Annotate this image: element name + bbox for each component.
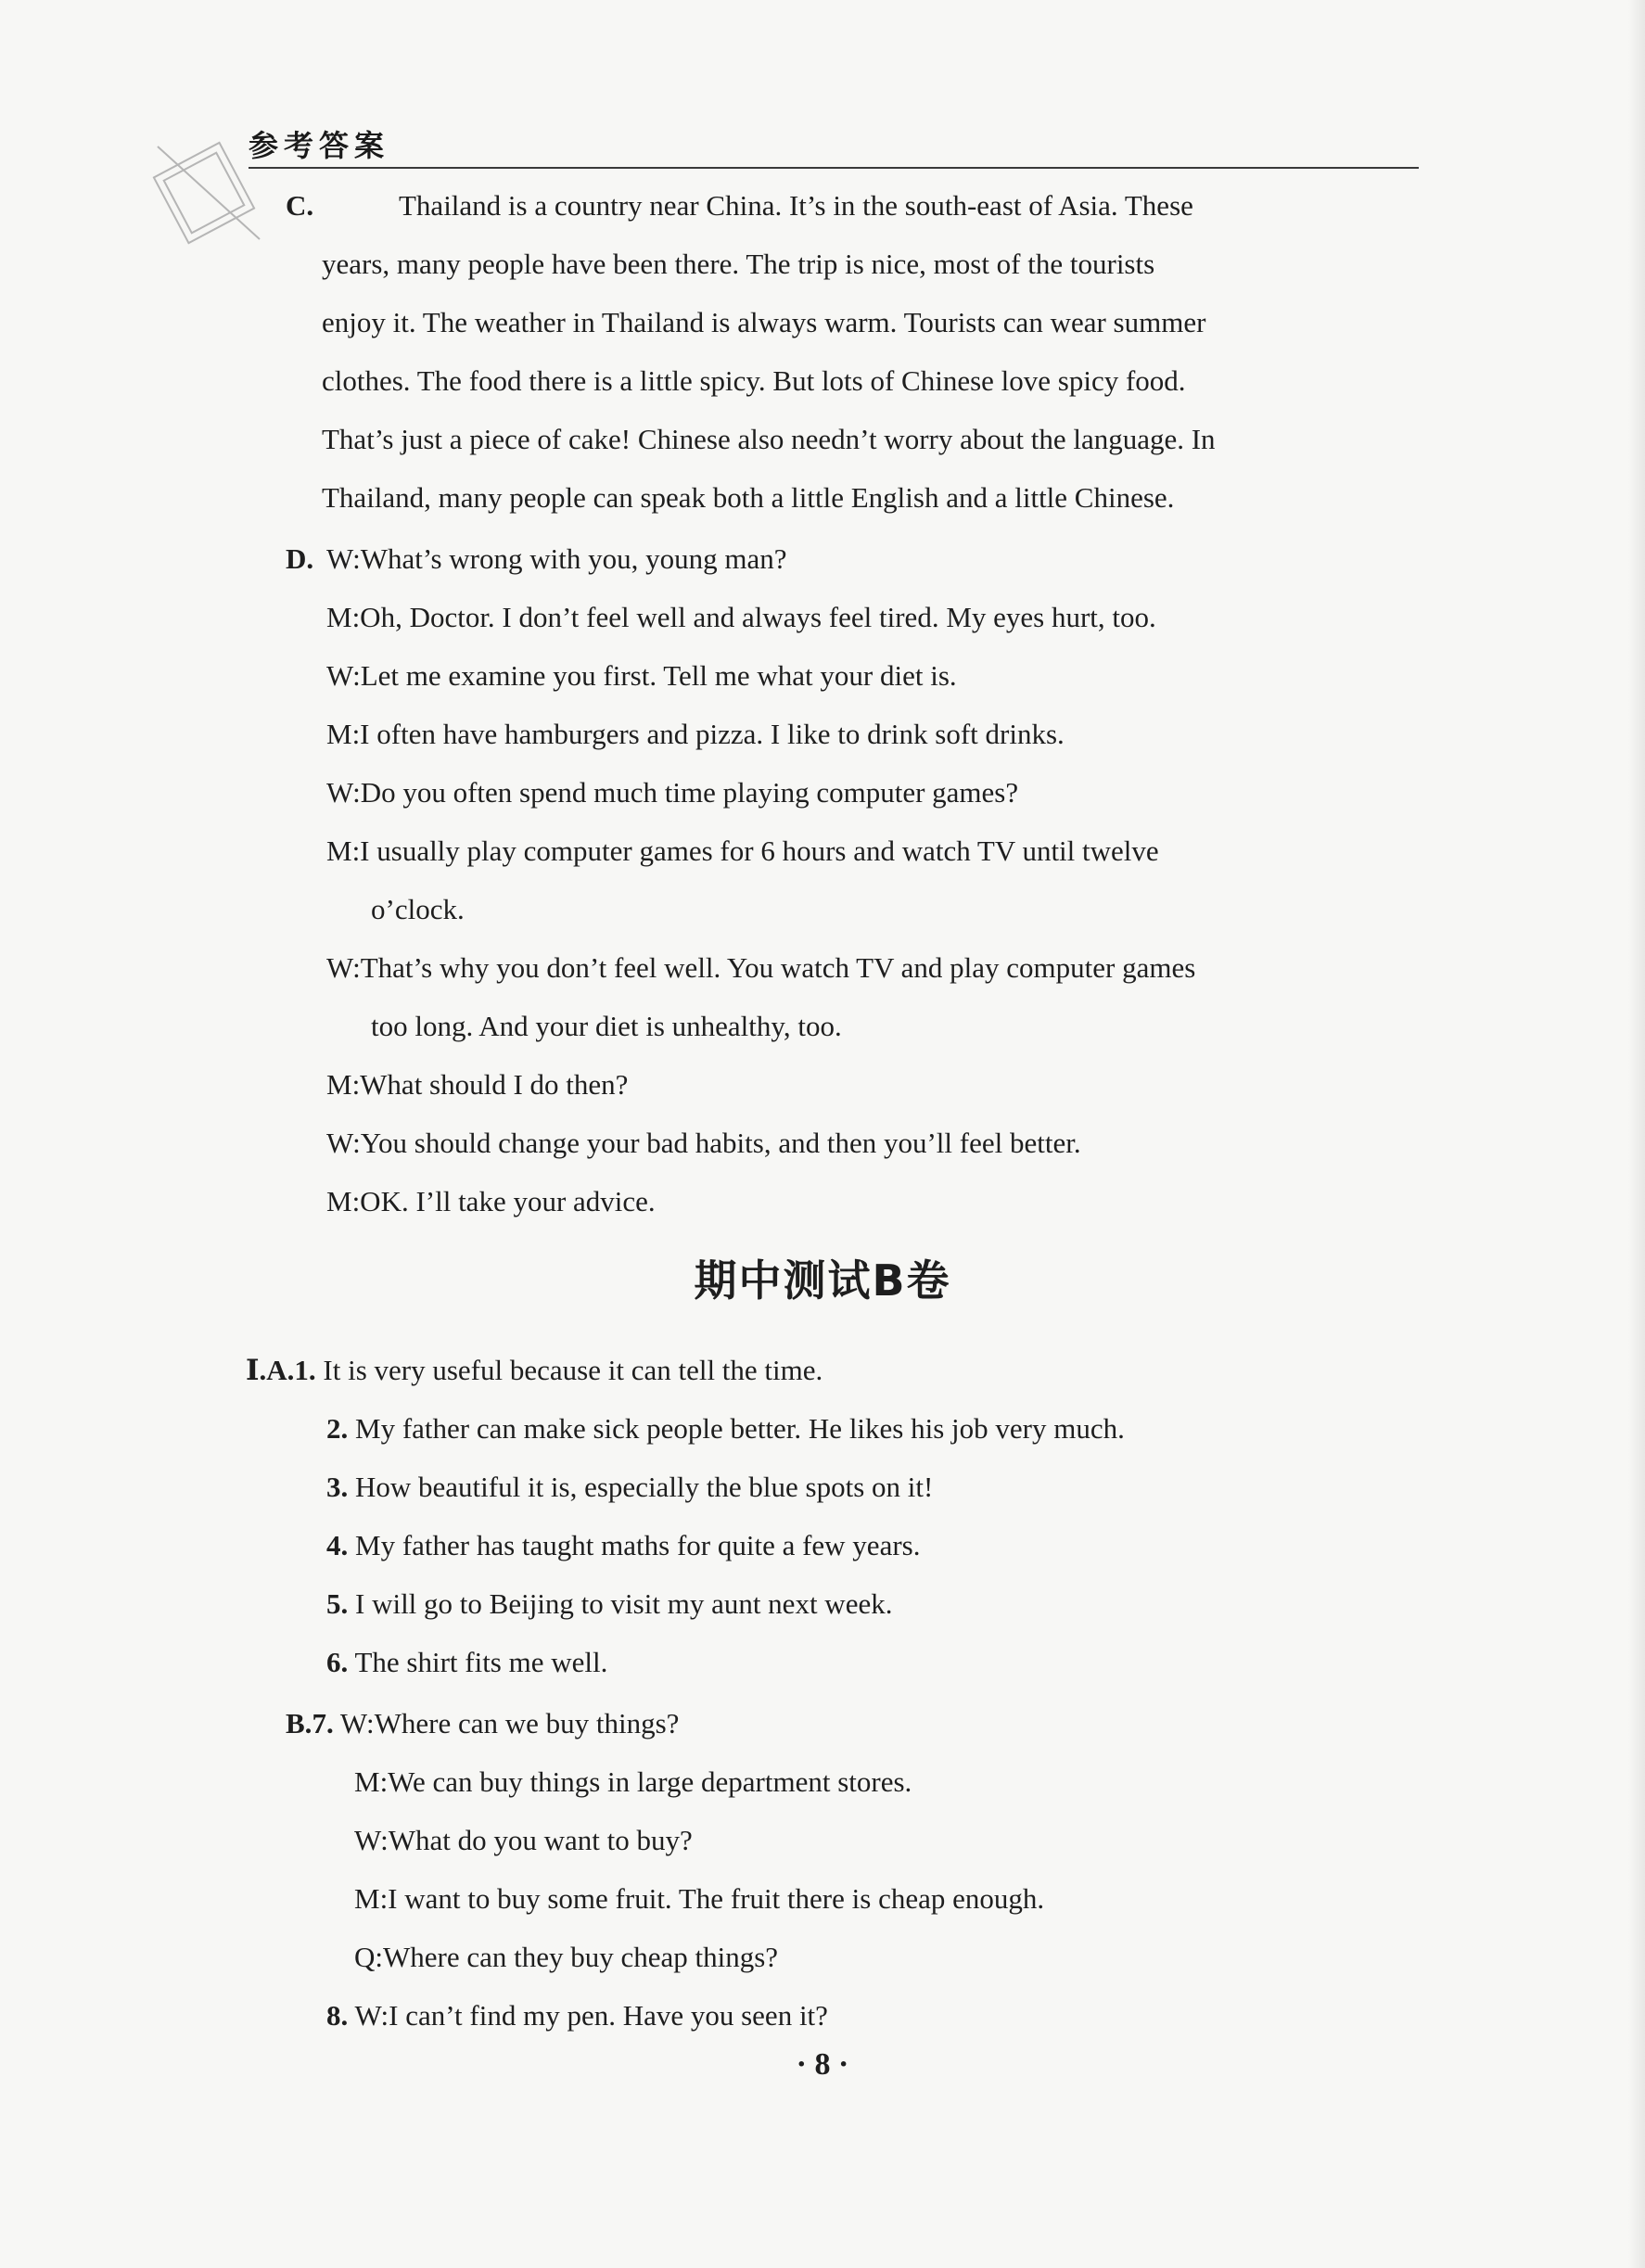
part-one-label: Ⅰ.A.1. It is very useful because it can tell the time. — [246, 1354, 823, 1386]
dialogue-line: W:You should change your bad habits, and then you’ll feel better. — [326, 1127, 1081, 1159]
list-item: 3. How beautiful it is, especially the blue spots on it! — [326, 1471, 934, 1503]
dialogue-line: M:What should I do then? — [326, 1068, 629, 1101]
dialogue-line: W:That’s why you don’t feel well. You watch TV and play computer games — [326, 951, 1196, 984]
page-number: · 8 · — [796, 2047, 849, 2082]
list-item: 8. W:I can’t find my pen. Have you seen it? — [326, 1999, 828, 2032]
dialogue-line: M:I often have hamburgers and pizza. I like to drink soft drinks. — [326, 718, 1065, 750]
page-header — [249, 119, 1419, 169]
test-title: 期中测试B卷 — [694, 1255, 951, 1306]
dialogue-line: M:We can buy things in large department stores. — [354, 1765, 912, 1798]
dialogue-line: too long. And your diet is unhealthy, too. — [371, 1010, 842, 1042]
dialogue-line: M:Oh, Doctor. I don’t feel well and always feel tired. My eyes hurt, too. — [326, 601, 1156, 633]
section-c-line: Thailand is a country near China. It’s in the south-east of Asia. These — [399, 189, 1193, 222]
dialogue-line: W:What’s wrong with you, young man? — [326, 542, 787, 575]
header-label: 参考答案 — [249, 128, 390, 163]
section-c-line: Thailand, many people can speak both a little English and a little Chinese. — [322, 481, 1175, 514]
section-c-label: C. — [286, 189, 314, 222]
list-item: 4. My father has taught maths for quite a few years. — [326, 1529, 921, 1561]
page-edge-shadow — [1628, 0, 1645, 2268]
list-item: 6. The shirt fits me well. — [326, 1646, 608, 1678]
dialogue-line: o’clock. — [371, 893, 465, 925]
section-c-line: enjoy it. The weather in Thailand is always warm. Tourists can wear summer — [322, 306, 1206, 338]
section-d-label: D. — [286, 542, 314, 575]
section-c-line: That’s just a piece of cake! Chinese also needn’t worry about the language. In — [322, 423, 1216, 455]
dialogue-line: M:I usually play computer games for 6 hours and watch TV until twelve — [326, 835, 1159, 867]
list-item: 5. I will go to Beijing to visit my aunt next week. — [326, 1587, 893, 1620]
dialogue-line: W:What do you want to buy? — [354, 1824, 693, 1856]
dialogue-line: W:Let me examine you first. Tell me what your diet is. — [326, 659, 957, 692]
section-c-line: clothes. The food there is a little spicy. But lots of Chinese love spicy food. — [322, 364, 1186, 397]
dialogue-line: W:Do you often spend much time playing computer games? — [326, 776, 1019, 809]
stamp-icon — [148, 128, 287, 258]
dialogue-line: M:OK. I’ll take your advice. — [326, 1185, 656, 1217]
section-c-line: years, many people have been there. The trip is nice, most of the tourists — [322, 248, 1155, 280]
part-one-b-label: B.7. W:Where can we buy things? — [286, 1707, 680, 1739]
dialogue-line: M:I want to buy some fruit. The fruit there is cheap enough. — [354, 1882, 1045, 1915]
list-item: 2. My father can make sick people better. He likes his job very much. — [326, 1412, 1125, 1445]
dialogue-line: Q:Where can they buy cheap things? — [354, 1941, 779, 1973]
